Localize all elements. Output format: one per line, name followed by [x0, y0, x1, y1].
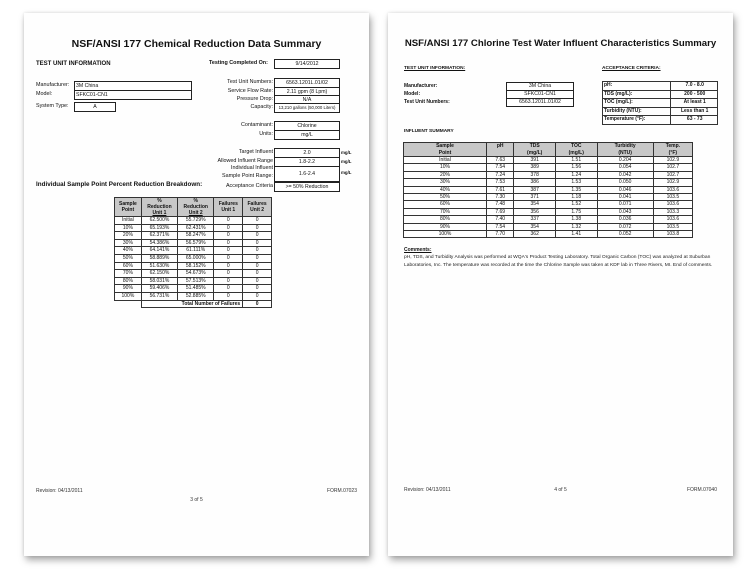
contaminant-label: Contaminant:: [240, 122, 273, 128]
acceptance-row: [603, 82, 718, 91]
column-header-line: Sample: [119, 201, 137, 207]
model-label: Model:: [36, 91, 53, 97]
table-cell: 0.052: [597, 231, 653, 238]
table-cell: 57.513%: [178, 277, 214, 285]
column-header-line: %: [193, 198, 198, 204]
table-row: [115, 262, 272, 270]
testing-completed-label: Testing Completed On:: [209, 60, 268, 66]
table-cell: 10%: [404, 164, 487, 171]
table-cell: 337: [514, 216, 556, 223]
table-cell: 20%: [404, 171, 487, 178]
column-header: [597, 143, 653, 157]
table-cell: 0: [214, 254, 243, 262]
table-cell: 0.042: [597, 171, 653, 178]
table-cell: 378: [514, 171, 556, 178]
table-cell: 58.247%: [178, 232, 214, 240]
acceptance-row: [603, 90, 718, 99]
table-row: [404, 223, 693, 230]
column-header-line: Failures: [218, 201, 238, 207]
table-cell: 0: [214, 277, 243, 285]
table-cell: Initial: [115, 217, 142, 225]
table-row: [115, 270, 272, 278]
table-cell: 0: [214, 239, 243, 247]
system-type-value: A: [74, 102, 116, 112]
acceptance-label: Turbidity (NTU):: [603, 107, 671, 116]
table-cell: 7.69: [487, 208, 514, 215]
footer-page-number: 3 of 5: [190, 497, 203, 503]
table-cell: 362: [514, 231, 556, 238]
service-flow-value: 2.11 gpm (8 Lpm): [274, 87, 340, 97]
column-header: [404, 143, 487, 157]
table-cell: 0: [243, 232, 272, 240]
table-cell: 0: [214, 247, 243, 255]
table-row: [404, 201, 693, 208]
table-cell: 80%: [404, 216, 487, 223]
comments-heading: Comments:: [404, 247, 432, 253]
table-cell: 0: [243, 262, 272, 270]
footer-form-number: FORM.07040: [686, 487, 717, 493]
total-failures-value: 0: [243, 300, 272, 308]
table-cell: 56.579%: [178, 239, 214, 247]
table-cell: 51.485%: [178, 285, 214, 293]
table-cell: 0: [243, 292, 272, 300]
table-cell: 0: [243, 270, 272, 278]
table-header-row: [404, 143, 693, 157]
column-header: [243, 198, 272, 217]
table-cell: 103.6: [653, 201, 692, 208]
table-cell: 386: [514, 179, 556, 186]
acceptance-label: TDS (mg/L):: [603, 90, 671, 99]
table-row: [115, 285, 272, 293]
table-cell: 7.48: [487, 201, 514, 208]
table-cell: 1.32: [555, 223, 597, 230]
acceptance-criteria-label: Acceptance Criteria: [225, 183, 273, 189]
section-heading-test-unit: TEST UNIT INFORMATION:: [404, 66, 466, 71]
column-header-line: (NTU): [618, 149, 632, 156]
table-cell: 387: [514, 186, 556, 193]
table-cell: 0.041: [597, 194, 653, 201]
table-cell: 7.53: [487, 179, 514, 186]
column-header: [555, 143, 597, 157]
table-cell: 354: [514, 201, 556, 208]
column-header-line: (mg/L): [527, 149, 543, 156]
capacity-value: 13,210 gallons (50,000 Liters): [274, 103, 340, 113]
column-header-line: TDS: [529, 143, 540, 149]
table-cell: 0: [243, 239, 272, 247]
table-cell: 62.150%: [141, 270, 177, 278]
table-cell: 54.673%: [178, 270, 214, 278]
table-cell: 0.050: [597, 179, 653, 186]
table-cell: 7.40: [487, 216, 514, 223]
table-cell: 59.406%: [141, 285, 177, 293]
target-influent-label: Target Influent: [238, 149, 273, 155]
acceptance-value: 7.0 - 8.0: [671, 82, 718, 91]
test-unit-numbers-value: 6563.1201L.01/02: [506, 98, 574, 107]
table-cell: 90%: [404, 223, 487, 230]
table-cell: 1.18: [555, 194, 597, 201]
units-value: mg/L: [274, 130, 340, 140]
table-cell: 0: [243, 277, 272, 285]
table-cell: 1.35: [555, 186, 597, 193]
table-cell: 7.54: [487, 223, 514, 230]
table-row: [404, 157, 693, 164]
table-cell: 103.5: [653, 223, 692, 230]
column-header: [141, 198, 177, 217]
table-cell: 102.9: [653, 179, 692, 186]
table-cell: 60%: [115, 262, 142, 270]
table-cell: 0: [214, 224, 243, 232]
column-header-line: Sample: [436, 143, 454, 149]
table-cell: 100%: [404, 231, 487, 238]
individual-range-value: 1.6-2.4: [274, 166, 340, 182]
table-cell: 0.046: [597, 186, 653, 193]
table-cell: 62.371%: [141, 232, 177, 240]
table-cell: 103.6: [653, 186, 692, 193]
column-header-line: [487, 150, 513, 157]
table-row: [115, 277, 272, 285]
acceptance-value: At least 1: [671, 99, 718, 108]
table-cell: 103.8: [653, 231, 692, 238]
target-influent-unit: mg/L: [341, 150, 352, 155]
table-cell: 58.152%: [178, 262, 214, 270]
individual-range-label-1: Individual Influent: [231, 165, 273, 171]
table-cell: 1.53: [555, 179, 597, 186]
table-cell: 7.63: [487, 157, 514, 164]
document-page-left: [24, 13, 369, 556]
table-cell: 371: [514, 194, 556, 201]
table-cell: 0: [214, 292, 243, 300]
table-cell: 61.111%: [178, 247, 214, 255]
table-cell: 103.5: [653, 194, 692, 201]
table-cell: 103.3: [653, 208, 692, 215]
column-header: [115, 198, 142, 217]
capacity-label: Capacity:: [250, 104, 273, 110]
column-header: [653, 143, 692, 157]
table-cell: 7.54: [487, 164, 514, 171]
table-row: [115, 217, 272, 225]
footer-page-number: 4 of 5: [554, 487, 567, 493]
table-cell: 70%: [115, 270, 142, 278]
table-cell: 102.9: [653, 157, 692, 164]
acceptance-label: pH:: [603, 82, 671, 91]
table-cell: 7.24: [487, 171, 514, 178]
total-row-spacer: [115, 300, 142, 308]
table-cell: 0.071: [597, 201, 653, 208]
total-row: [115, 300, 272, 308]
column-header-line: Unit 2: [188, 210, 203, 216]
model-label: Model:: [404, 91, 421, 97]
column-header: [214, 198, 243, 217]
table-row: [115, 239, 272, 247]
table-row: [115, 232, 272, 240]
acceptance-label: TOC (mg/L):: [603, 99, 671, 108]
acceptance-value: 200 - 500: [671, 90, 718, 99]
table-cell: 58.031%: [141, 277, 177, 285]
table-row: [404, 179, 693, 186]
page-title: NSF/ANSI 177 Chemical Reduction Data Summary: [71, 38, 322, 50]
table-row: [404, 186, 693, 193]
column-header-line: Turbidity: [614, 143, 636, 149]
table-cell: 0.036: [597, 216, 653, 223]
table-row: [404, 194, 693, 201]
table-cell: 0.204: [597, 157, 653, 164]
contaminant-value: Chlorine: [274, 121, 340, 131]
table-cell: 20%: [115, 232, 142, 240]
column-header-line: Reduction: [147, 204, 172, 210]
total-failures-label: Total Number of Failures: [141, 300, 242, 308]
acceptance-row: [603, 107, 718, 116]
influent-summary-heading: INFLUENT SUMMARY: [404, 129, 454, 134]
table-cell: 1.24: [555, 171, 597, 178]
column-header-line: Unit 1: [152, 210, 167, 216]
document-page-right: [388, 13, 733, 556]
table-row: [404, 216, 693, 223]
system-type-label: System Type:: [36, 103, 69, 109]
table-cell: Initial: [404, 157, 487, 164]
model-value: SFKC01-CN1: [74, 90, 192, 100]
column-header-line: pH: [496, 143, 504, 149]
table-cell: 100%: [115, 292, 142, 300]
column-header-line: Temp.: [665, 143, 681, 149]
table-row: [115, 224, 272, 232]
table-cell: 51.630%: [141, 262, 177, 270]
section-heading-acceptance: ACCEPTANCE CRITERIA:: [602, 66, 661, 71]
pressure-drop-value: N/A: [274, 95, 340, 105]
table-cell: 60%: [404, 201, 487, 208]
table-cell: 62.431%: [178, 224, 214, 232]
table-cell: 0: [214, 217, 243, 225]
column-header-line: Unit 1: [221, 207, 236, 213]
table-cell: 64.141%: [141, 247, 177, 255]
model-value: SFKC01-CN1: [506, 90, 574, 99]
testing-completed-value: 9/14/2012: [274, 59, 340, 69]
service-flow-label: Service Flow Rate:: [227, 88, 273, 94]
column-header: [178, 198, 214, 217]
table-row: [115, 292, 272, 300]
table-cell: 50%: [115, 254, 142, 262]
table-cell: 40%: [115, 247, 142, 255]
table-cell: 0.072: [597, 223, 653, 230]
column-header-line: Point: [121, 207, 135, 213]
table-cell: 40%: [404, 186, 487, 193]
table-cell: 30%: [404, 179, 487, 186]
column-header-line: TOC: [571, 143, 582, 149]
table-cell: 354: [514, 223, 556, 230]
table-row: [404, 164, 693, 171]
table-cell: 103.6: [653, 216, 692, 223]
table-cell: 70%: [404, 208, 487, 215]
column-header-line: %: [157, 198, 162, 204]
influent-summary-table: [403, 142, 693, 238]
acceptance-value: 63 - 73: [671, 116, 718, 125]
column-header-line: (mg/L): [568, 149, 584, 156]
allowed-range-value: 1.8-2.2: [274, 157, 340, 167]
column-header-line: (°F): [668, 149, 678, 156]
table-cell: 52.885%: [178, 292, 214, 300]
table-cell: 7.30: [487, 194, 514, 201]
table-cell: 55.729%: [178, 217, 214, 225]
table-cell: 0.043: [597, 208, 653, 215]
table-cell: 102.7: [653, 171, 692, 178]
page-title: NSF/ANSI 177 Chlorine Test Water Influent Characteristics Summary: [404, 38, 717, 49]
table-cell: 80%: [115, 277, 142, 285]
table-cell: 1.51: [555, 157, 597, 164]
table-cell: 1.38: [555, 216, 597, 223]
table-cell: 0: [214, 232, 243, 240]
table-cell: 0.054: [597, 164, 653, 171]
table-cell: 65.193%: [141, 224, 177, 232]
table-row: [404, 231, 693, 238]
allowed-range-label: Allowed Influent Range: [217, 158, 273, 164]
column-header-line: Point: [438, 149, 452, 156]
table-cell: 0: [243, 247, 272, 255]
table-cell: 0: [243, 254, 272, 262]
table-cell: 0: [243, 217, 272, 225]
individual-range-unit: mg/L: [341, 170, 352, 175]
table-cell: 0: [214, 285, 243, 293]
table-cell: 0: [214, 262, 243, 270]
acceptance-label: Temperature (°F):: [603, 116, 671, 125]
acceptance-row: [603, 116, 718, 125]
acceptance-row: [603, 99, 718, 108]
table-cell: 54.386%: [141, 239, 177, 247]
target-influent-value: 2.0: [274, 148, 340, 158]
footer-revision: Revision: 04/13/2011: [404, 487, 451, 493]
section-heading-test-unit: TEST UNIT INFORMATION: [36, 61, 111, 67]
table-cell: 0: [243, 285, 272, 293]
table-cell: 1.41: [555, 231, 597, 238]
table-row: [115, 254, 272, 262]
table-cell: 65.000%: [178, 254, 214, 262]
table-cell: 56.731%: [141, 292, 177, 300]
manufacturer-label: Manufacturer:: [404, 83, 438, 89]
table-row: [404, 208, 693, 215]
table-cell: 356: [514, 208, 556, 215]
table-cell: 0: [214, 270, 243, 278]
footer-revision: Revision: 04/13/2011: [36, 488, 83, 494]
manufacturer-label: Manufacturer:: [36, 82, 70, 88]
breakdown-heading: Individual Sample Point Percent Reduction Breakdown:: [36, 181, 203, 188]
table-cell: 1.56: [555, 164, 597, 171]
table-cell: 62.500%: [141, 217, 177, 225]
units-label: Units:: [259, 131, 273, 137]
individual-range-label-2: Sample Point Range:: [222, 173, 273, 179]
acceptance-criteria-value: >= 50% Reduction: [274, 182, 340, 192]
table-row: [115, 247, 272, 255]
test-unit-numbers-label: Test Unit Numbers:: [404, 99, 450, 105]
pressure-drop-label: Pressure Drop:: [236, 96, 273, 102]
table-row: [404, 171, 693, 178]
allowed-range-unit: mg/L: [341, 159, 352, 164]
column-header: [514, 143, 556, 157]
table-cell: 7.61: [487, 186, 514, 193]
table-cell: 50%: [404, 194, 487, 201]
comments-text: pH, TDS, and Turbidity Analysis was performed at WQA's Product Testing Laboratory. Total Organic Carbon (TOC) was analyzed at Suburban Laboratories, Inc. The temperature was recorded at the time the Chlorine Sample was taken at KDF lab in Three Rivers, MI. End of comments.: [404, 255, 713, 268]
table-cell: 10%: [115, 224, 142, 232]
table-cell: 58.889%: [141, 254, 177, 262]
table-cell: 7.70: [487, 231, 514, 238]
acceptance-value: Less than 1: [671, 107, 718, 116]
column-header: [487, 143, 514, 157]
table-cell: 391: [514, 157, 556, 164]
table-header-row: [115, 198, 272, 217]
column-header-line: Failures: [247, 201, 267, 207]
table-cell: 102.7: [653, 164, 692, 171]
manufacturer-value: 3M China: [506, 82, 574, 91]
column-header-line: Unit 2: [250, 207, 265, 213]
table-cell: 1.75: [555, 208, 597, 215]
table-cell: 389: [514, 164, 556, 171]
table-cell: 90%: [115, 285, 142, 293]
table-cell: 1.52: [555, 201, 597, 208]
table-cell: 30%: [115, 239, 142, 247]
manufacturer-value: 3M China: [74, 81, 192, 91]
test-unit-numbers-value: 6563.1201L.01/02: [274, 78, 340, 88]
test-unit-numbers-label: Test Unit Numbers:: [227, 79, 273, 85]
table-cell: 0: [243, 224, 272, 232]
footer-form-number: FORM.07023: [326, 488, 357, 494]
column-header-line: Reduction: [183, 204, 208, 210]
reduction-table: [114, 197, 272, 308]
acceptance-criteria-table: [602, 81, 718, 125]
